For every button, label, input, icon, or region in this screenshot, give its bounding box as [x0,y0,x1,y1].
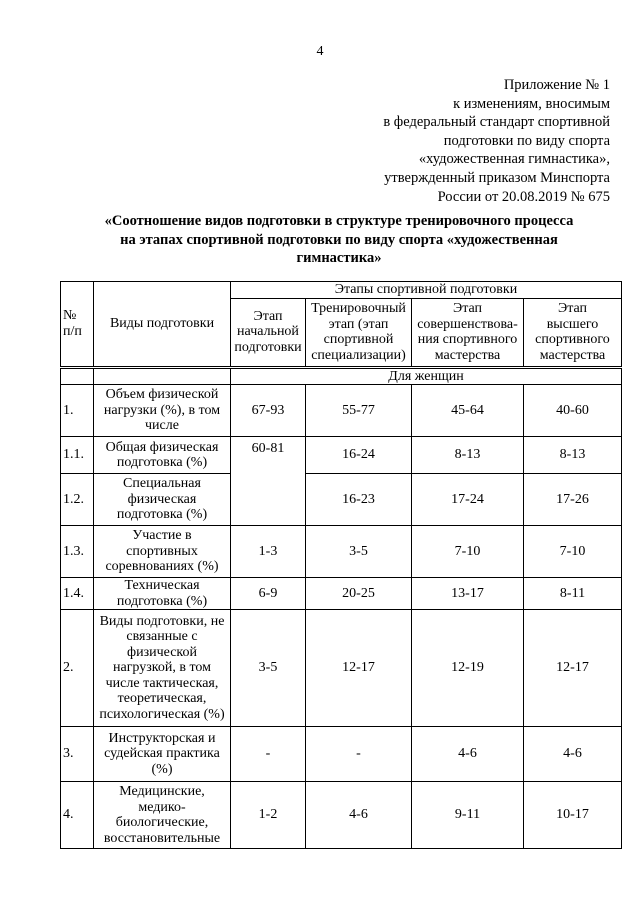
row-name-line: соревнованиях (%) [105,559,219,575]
value-cell: 45-64 [412,385,524,437]
header-stages-group: Этапы спортивной подготовки [231,282,622,299]
row-num: 1. [61,385,94,437]
header-text: Этап [557,301,588,316]
value-cell: 1-3 [231,526,306,578]
header-text: подготовки [234,339,302,355]
row-num: 3. [61,727,94,782]
appendix-line: подготовки по виду спорта [443,132,610,149]
header-stage-initial [231,298,306,367]
row-name-line: подготовка (%) [116,455,208,470]
header-text: этап (этап [328,316,389,332]
value-cell: 10-17 [524,782,622,849]
row-name-line: нагрузкой, в том [112,660,211,676]
row-name [94,578,231,610]
title-line: «Соотношение видов подготовки в структуре тренировочного процесса [104,213,574,229]
value-cell: 13-17 [412,578,524,610]
header-text: специализации) [311,347,406,363]
row-name-line: Общая физическая [105,439,219,455]
value-cell: 4-6 [524,727,622,782]
value-cell: 8-13 [412,437,524,474]
row-num: 2. [61,610,94,727]
row-name-line: медико- [138,799,186,815]
row-name-line: Специальная [123,476,201,492]
title-line: на этапах спортивной подготовки по виду спорта «художественная [120,231,558,248]
value-cell: 17-24 [412,474,524,526]
value-cell: 40-60 [524,385,622,437]
value-cell: 12-17 [306,610,412,727]
title-line: гимнастика» [296,250,382,266]
row-name-line: (%) [151,761,173,777]
table-row [61,727,622,782]
value-cell: 1-2 [231,782,306,849]
value-cell: 4-6 [412,727,524,782]
row-num: 1.1. [61,437,94,474]
value-cell: 16-24 [306,437,412,474]
training-ratio-table [60,281,622,849]
row-name-line: связанные с [126,629,198,645]
header-text: начальной [237,324,299,340]
value-cell: 16-23 [306,474,412,526]
row-num: 4. [61,782,94,849]
appendix-line: к изменениям, вносимым [453,95,610,112]
row-name [94,385,231,437]
value-cell: 55-77 [306,385,412,437]
header-text: спортивного [535,332,610,347]
header-num-text: п/п [63,323,82,339]
section-label: Для женщин [231,367,622,385]
header-text: Тренировочный [311,301,406,316]
row-name [94,782,231,849]
table-row [61,578,622,610]
row-name-line: судейская практика [104,746,220,762]
row-name-line: Объем физической [105,387,219,403]
row-name [94,610,231,727]
row-name-line: теоретическая, [117,691,207,707]
header-num-cell [61,282,94,368]
section-empty-cell [61,367,94,385]
table-row [61,385,622,437]
header-text: совершенствова- [417,316,518,332]
value-cell: 67-93 [231,385,306,437]
value-cell-merged: 60-81 [231,437,306,526]
row-num: 1.2. [61,474,94,526]
row-name-line: спортивных [126,543,198,559]
header-text: мастерства [434,347,501,363]
value-cell: 4-6 [306,782,412,849]
row-name [94,526,231,578]
header-text: Этап [253,308,283,324]
section-empty-cell [94,367,231,385]
value-cell: 8-13 [524,437,622,474]
header-stage-highest [524,298,622,367]
row-name-line: Участие в [132,528,192,544]
appendix-line: Приложение № 1 [503,77,610,93]
header-text: спортивной [323,332,394,347]
header-num-text: № [63,308,77,324]
table-row [61,526,622,578]
table-row [61,437,622,474]
value-cell: 3-5 [231,610,306,727]
value-cell: - [306,727,412,782]
page-number: 4 [316,44,324,59]
row-name-line: подготовка (%) [116,507,208,523]
appendix-line: России от 20.08.2019 № 675 [437,188,610,205]
row-name-line: нагрузки (%), в том [103,402,221,418]
value-cell: 6-9 [231,578,306,610]
row-name [94,727,231,782]
row-name-line: Техническая [124,578,200,593]
row-num: 1.4. [61,578,94,610]
value-cell: 12-19 [412,610,524,727]
table-row [61,610,622,727]
row-name-line: числе тактическая, [105,675,219,691]
value-cell: 3-5 [306,526,412,578]
appendix-line: утвержденный приказом Минспорта [384,169,610,186]
value-cell: 7-10 [524,526,622,578]
row-num: 1.3. [61,526,94,578]
header-stage-training [306,298,412,367]
value-cell: 20-25 [306,578,412,610]
row-name-line: числе [145,418,179,434]
row-name-line: Инструкторская и [108,730,216,746]
header-kind-cell: Виды подготовки [94,282,231,368]
value-cell: 17-26 [524,474,622,526]
document-title [60,212,618,268]
header-text: мастерства [539,347,606,363]
row-name-line: подготовка (%) [116,593,208,609]
value-cell: - [231,727,306,782]
value-cell: 7-10 [412,526,524,578]
row-name-line: физическая [127,491,197,507]
appendix-block [383,76,610,206]
header-text: ния спортивного [417,332,518,347]
row-name-line: восстановительные [103,830,221,846]
value-cell: 9-11 [412,782,524,849]
header-stage-improvement [412,298,524,367]
appendix-line: «художественная гимнастика», [418,151,610,168]
row-name-line: физической [127,644,197,660]
appendix-line: в федеральный стандарт спортивной [383,114,610,131]
value-cell: 8-11 [524,578,622,610]
header-text: высшего [546,316,599,332]
header-text: Этап [452,301,483,316]
row-name-line: психологическая (%) [99,706,225,722]
row-name-line: Виды подготовки, не [99,613,225,629]
row-name [94,437,231,474]
value-cell: 12-17 [524,610,622,727]
table-row [61,782,622,849]
row-name [94,474,231,526]
row-name-line: Медицинские, [119,784,205,799]
row-name-line: биологические, [115,815,209,830]
table-row [61,474,622,526]
